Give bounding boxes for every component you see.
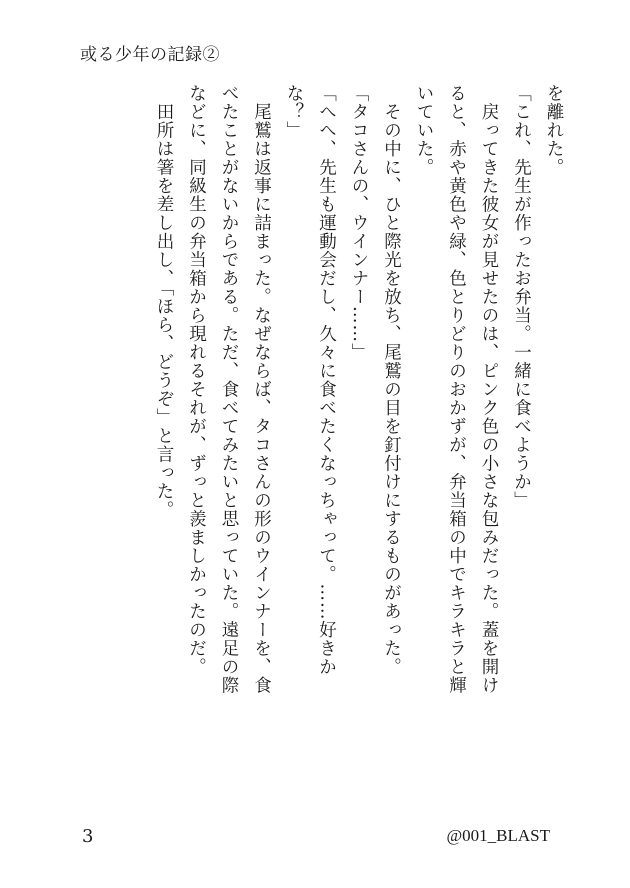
text-line: 戻ってきた彼女が見せたのは、ピンク色の小さな包みだった。蓋を開け: [479, 84, 499, 695]
text-line: 尾鷲は返事に詰まった。なぜならば、タコさんの形のウインナーを、食: [251, 84, 272, 695]
novel-body-text: [60, 84, 570, 804]
text-line: などに、同級生の弁当箱から現れるそれが、ずっと羨ましかったのだ。: [186, 84, 207, 676]
page-title: 或る少年の記録②: [80, 45, 220, 65]
text-line: を離れた。: [544, 84, 564, 177]
text-line: ると、赤や黄色や緑、色とりどりのおかずが、弁当箱の中でキラキラと輝: [446, 84, 467, 695]
page-number: 3: [82, 826, 94, 847]
text-line: いていた。: [414, 84, 434, 177]
text-line: 「へへ、先生も運動会だし、久々に食べたくなっちゃって。……好きか: [316, 84, 337, 676]
text-line: 「タコさんの、ウインナー……」: [349, 84, 369, 362]
text-line: な？」: [284, 84, 304, 140]
author-handle: @001_BLAST: [446, 826, 550, 845]
text-line: べたことがないからである。ただ、食べてみたいと思っていた。遠足の際: [219, 84, 239, 695]
text-line: その中に、ひと際光を放ち、尾鷲の目を釘付けにするものがあった。: [381, 84, 402, 676]
text-line: 田所は箸を差し出し、「ほら、どうぞ」と言った。: [154, 84, 174, 520]
text-line: 「これ、先生が作ったお弁当。一緒に食べようか」: [511, 84, 532, 510]
